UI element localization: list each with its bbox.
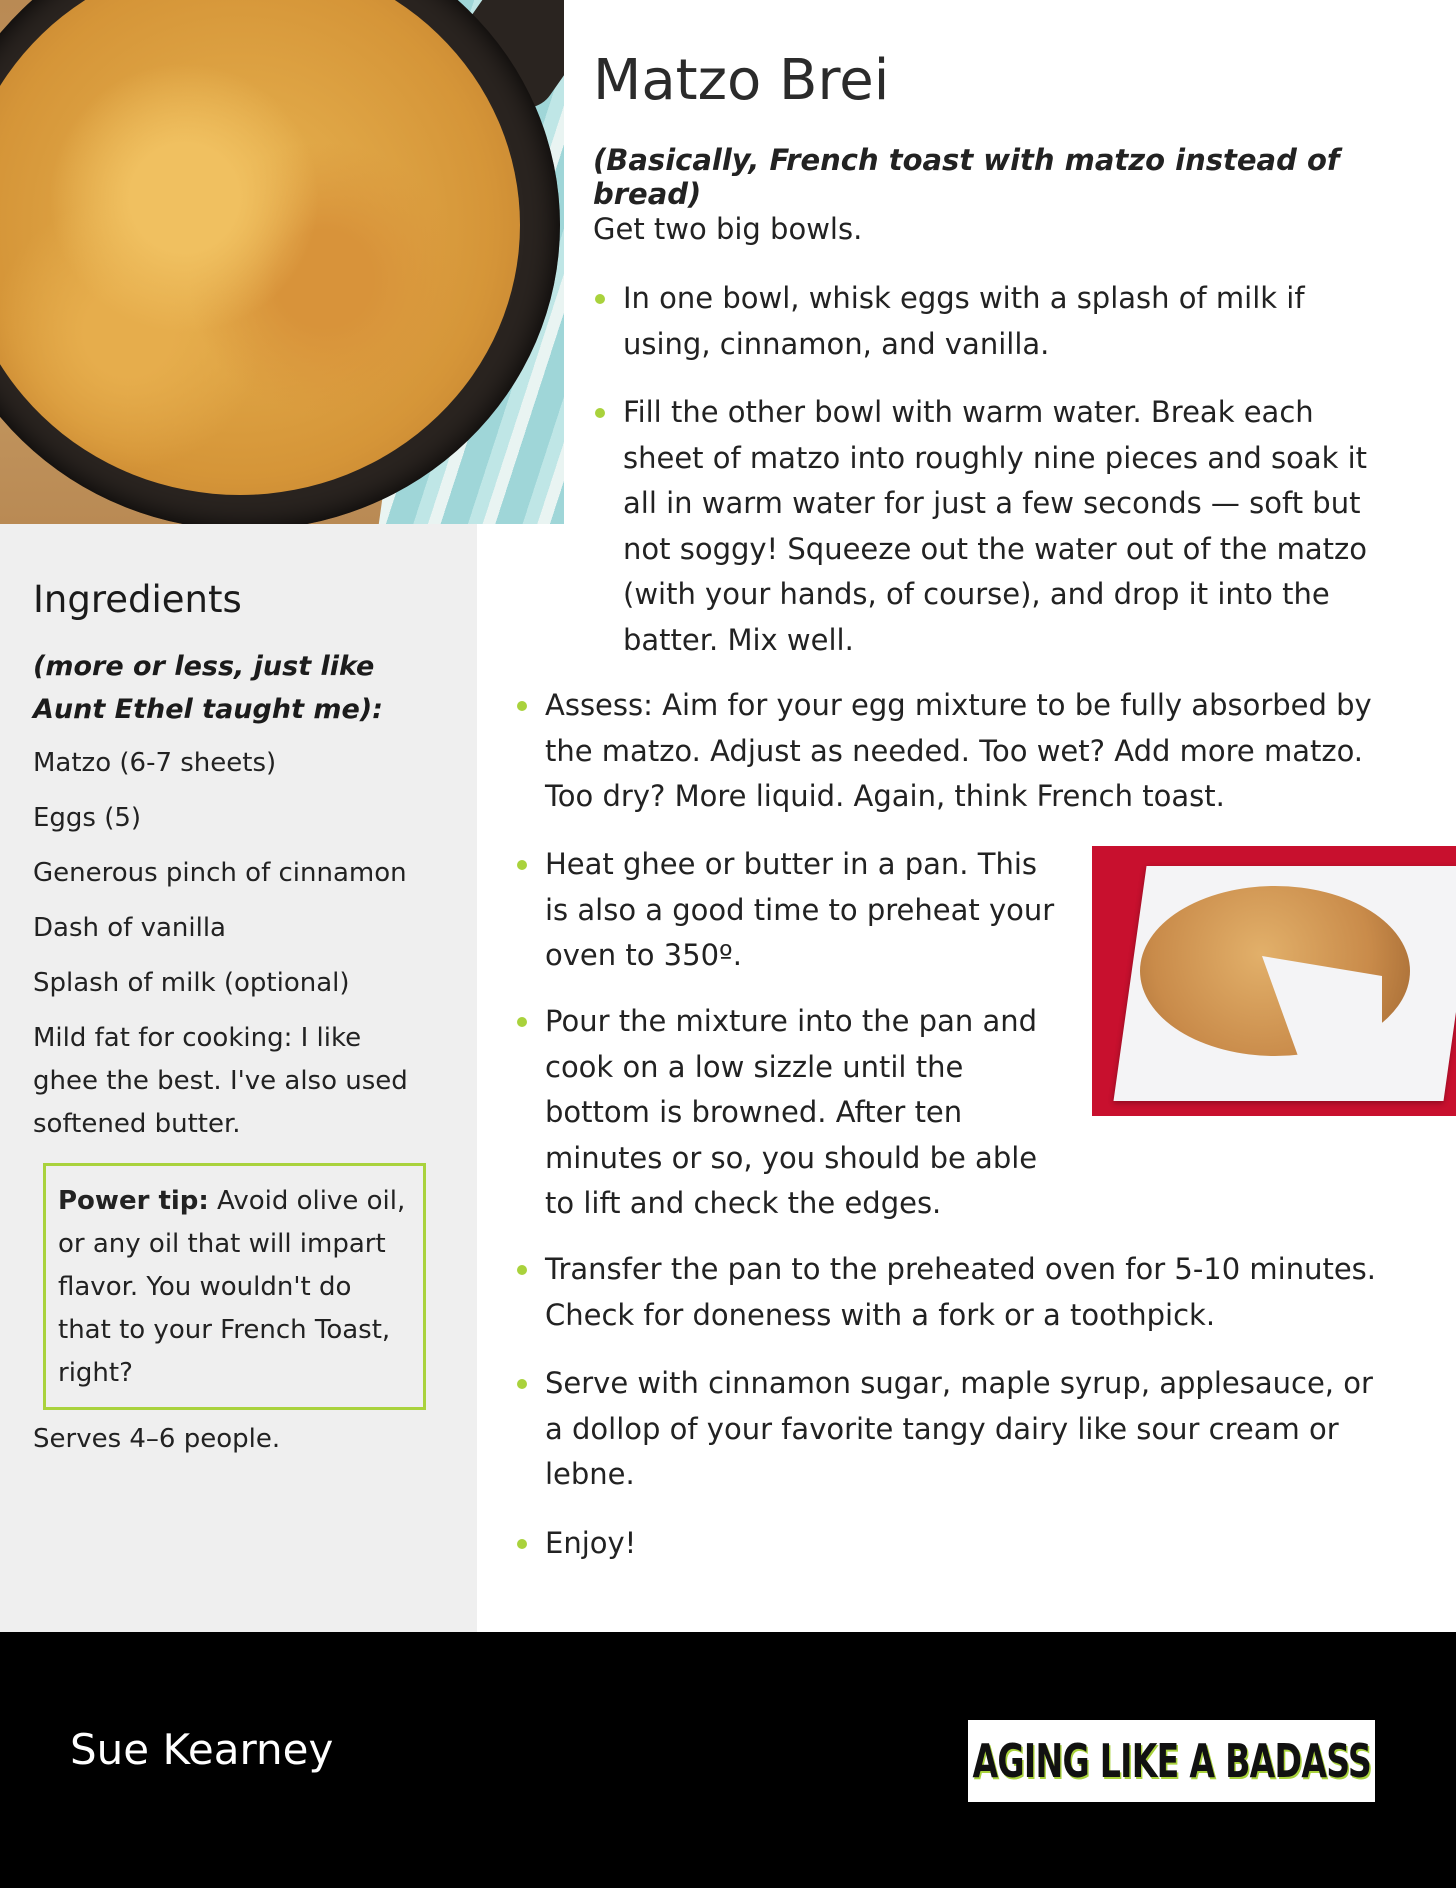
ingredients-list	[33, 742, 433, 1158]
recipe-title: Matzo Brei	[593, 48, 890, 113]
step-item: Transfer the pan to the preheated oven for 5-10 minutes. Check for doneness with a fork or a toothpick.	[545, 1247, 1395, 1338]
ingredients-heading: Ingredients	[33, 578, 242, 621]
author-name: Sue Kearney	[70, 1725, 334, 1774]
ingredient-item: Eggs (5)	[33, 803, 142, 833]
step-item: Heat ghee or butter in a pan. This is also a good time to preheat your oven to 350º.	[545, 842, 1065, 979]
skillet-photo	[0, 0, 564, 524]
serves-text: Serves 4–6 people.	[33, 1424, 281, 1454]
step-item: Serve with cinnamon sugar, maple syrup, applesauce, or a dollop of your favorite tangy dairy like sour cream or lebne.	[545, 1361, 1395, 1498]
ingredient-item: Mild fat for cooking: I like ghee the best. I've also used softened butter.	[33, 1023, 408, 1139]
step-item: Enjoy!	[545, 1521, 945, 1567]
power-tip-text: Avoid olive oil, or any oil that will impart flavor. You wouldn't do that to your French Toast, right?	[58, 1186, 406, 1388]
ingredient-item: Matzo (6-7 sheets)	[33, 748, 277, 778]
ingredient-item: Generous pinch of cinnamon	[33, 858, 407, 888]
power-tip-box	[43, 1163, 426, 1410]
recipe-intro: Get two big bowls.	[593, 212, 863, 246]
step-item: Pour the mixture into the pan and cook on a low sizzle until the bottom is browned. After ten minutes or so, you should be able to lift and check the edges.	[545, 999, 1065, 1227]
brand-logo	[968, 1720, 1375, 1802]
ingredient-item: Dash of vanilla	[33, 913, 226, 943]
step-item: Fill the other bowl with warm water. Break each sheet of matzo into roughly nine pieces and soak it all in warm water for just a few seconds — soft but not soggy! Squeeze out the water out of the matzo (with your hands, of course), and drop it into the batter. Mix well.	[623, 390, 1393, 663]
power-tip-label: Power tip:	[58, 1186, 209, 1216]
ingredient-item: Splash of milk (optional)	[33, 968, 350, 998]
ingredients-subheading: (more or less, just like Aunt Ethel taught me):	[33, 651, 383, 725]
brand-logo-text: AGING LIKE A BADASS	[972, 1734, 1371, 1788]
step-item: In one bowl, whisk eggs with a splash of milk if using, cinnamon, and vanilla.	[623, 276, 1383, 367]
recipe-subtitle: (Basically, French toast with matzo instead of bread)	[593, 143, 1340, 211]
plated-brei-photo	[1092, 846, 1456, 1116]
step-item: Assess: Aim for your egg mixture to be fully absorbed by the matzo. Adjust as needed. Too wet? Add more matzo. Too dry? More liquid. Again, think French toast.	[545, 683, 1395, 820]
